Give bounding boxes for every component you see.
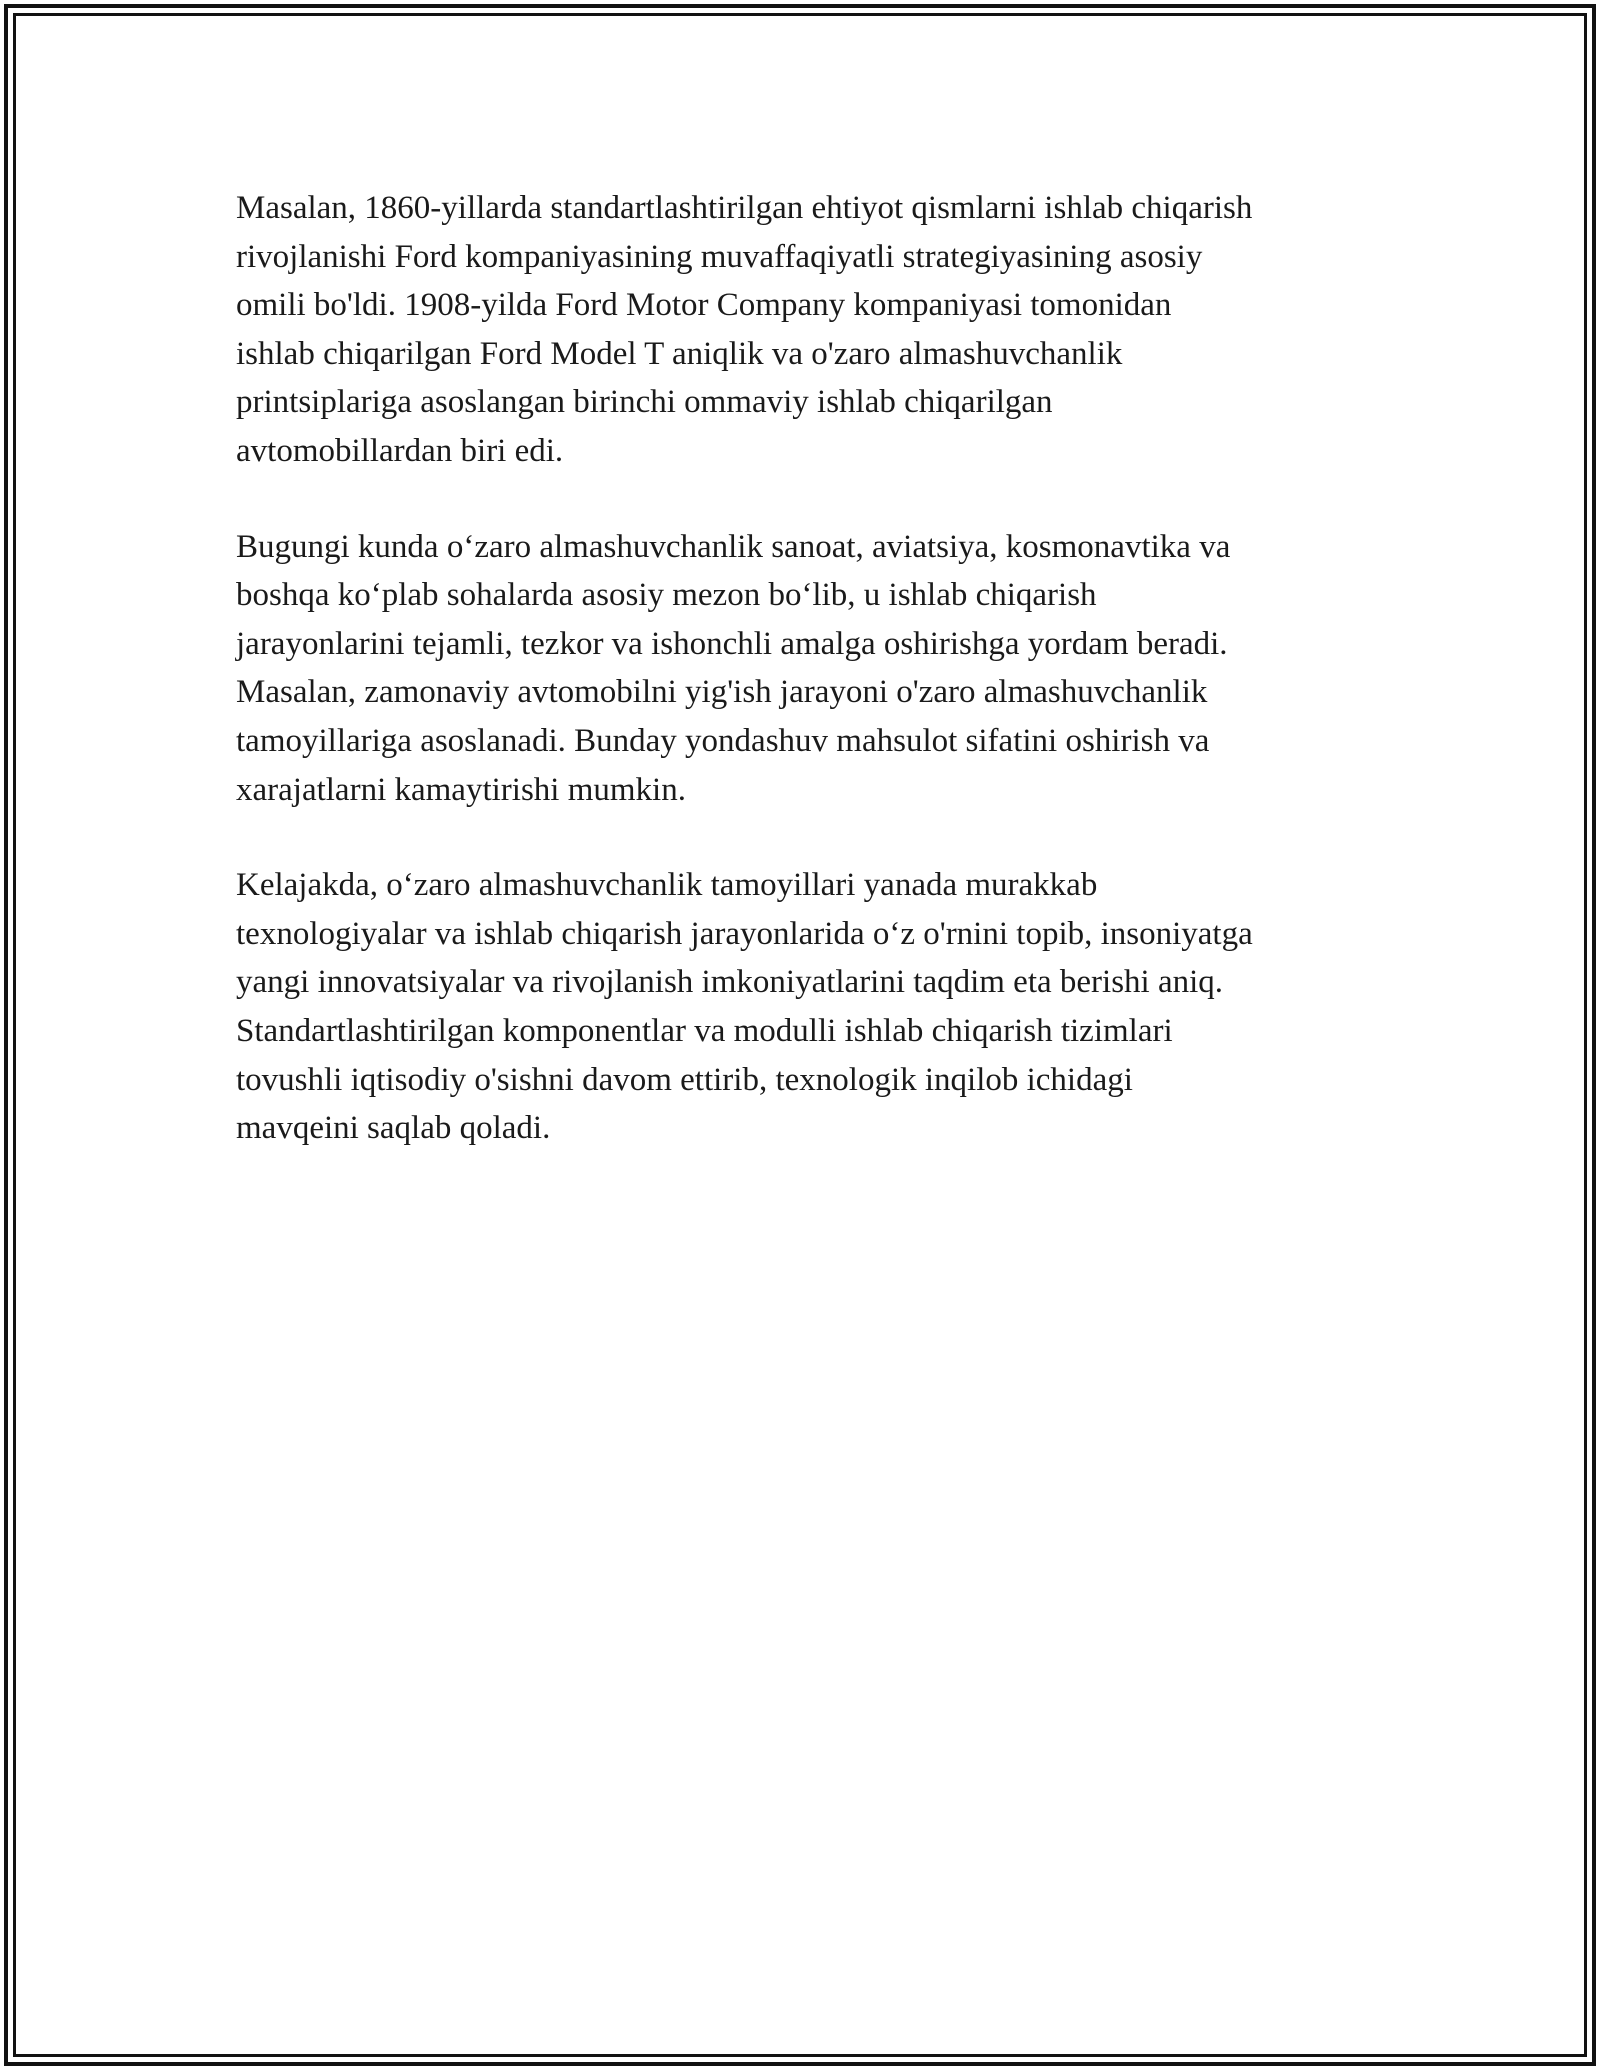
paragraph-future-outlook: Kelajakda, o‘zaro almashuvchanlik tamoyillari yanada murakkab texnologiyalar va ishlab chiqarish jarayonlarida o‘z o'rnini topib, insoniyatga yangi innovatsiyalar va rivojlanish imkoniyatlarini taqdim eta berishi aniq. Standartlashtirilgan komponentlar va modulli ishlab chiqarish tizimlari tovushli iqtisodiy o'sishni davom ettirib, texnologik inqilob ichidagi mavqeini saqlab qoladi. <box>236 867 1253 1147</box>
paragraph-ford-history: Masalan, 1860-yillarda standartlashtirilgan ehtiyot qismlarni ishlab chiqarish rivojlanishi Ford kompaniyasining muvaffaqiyatli strategiyasining asosiy omili bo'ldi. 1908-yilda Ford Motor Company kompaniyasi tomonidan ishlab chiqarilgan Ford Model T aniqlik va o'zaro almashuvchanlik printsiplariga asoslangan birinchi ommaviy ishlab chiqarilgan avtomobillardan biri edi. <box>236 190 1253 469</box>
paragraph-modern-usage: Bugungi kunda o‘zaro almashuvchanlik sanoat, aviatsiya, kosmonavtika va boshqa ko‘plab sohalarda asosiy mezon bo‘lib, u ishlab chiqarish jarayonlarini tejamli, tezkor va ishonchli amalga oshirishga yordam beradi. Masalan, zamonaviy avtomobilni yig'ish jarayoni o'zaro almashuvchanlik tamoyillariga asoslanadi. Bunday yondashuv mahsulot sifatini oshirish va xarajatlarni kamaytirishi mumkin. <box>236 528 1231 808</box>
document-body <box>236 184 1386 1200</box>
